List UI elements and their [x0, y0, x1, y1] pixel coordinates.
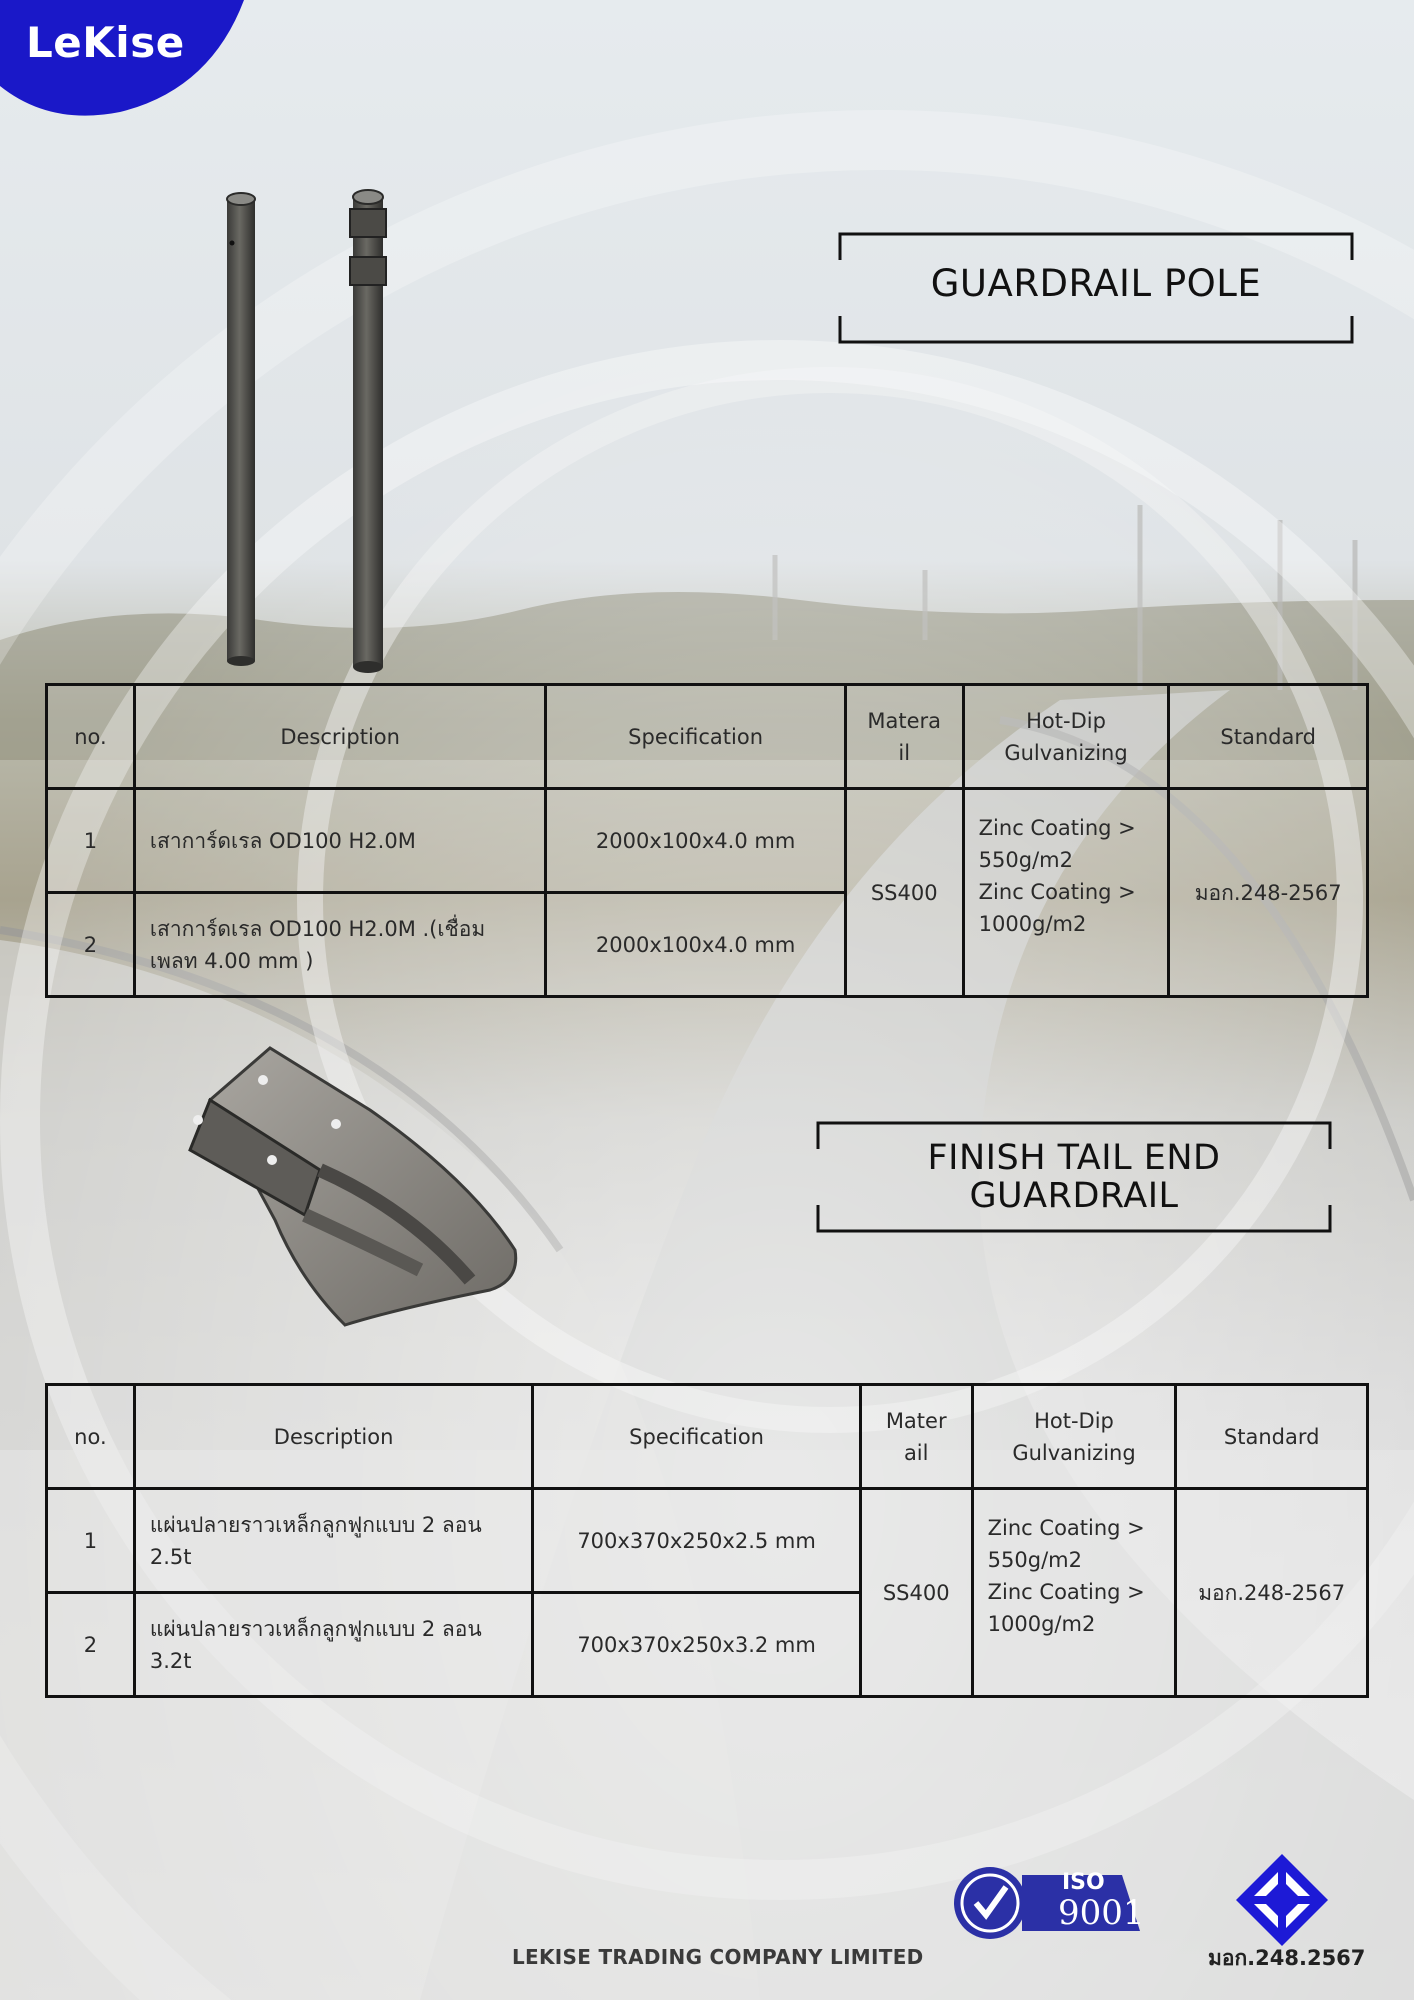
header-standard: Standard	[1169, 685, 1368, 789]
header-no: no.	[47, 1385, 135, 1489]
standard-caption: มอก.248.2567	[1208, 1946, 1366, 1970]
galvanizing-cell: Zinc Coating > 550g/m2 Zinc Coating > 1000g/m2	[963, 789, 1169, 997]
table-row	[47, 789, 1368, 893]
header-standard: Standard	[1176, 1385, 1368, 1489]
galvanizing-cell: Zinc Coating > 550g/m2 Zinc Coating > 1000g/m2	[972, 1489, 1176, 1697]
tail-end-image	[170, 1040, 530, 1340]
tail-end-title-box	[816, 1121, 1332, 1233]
row-no: 2	[47, 893, 135, 997]
row-description: แผ่นปลายราวเหล็กลูกฟูกแบบ 2 ลอน 2.5t	[134, 1489, 533, 1593]
tail-end-title: FINISH TAIL END GUARDRAIL	[927, 1138, 1221, 1216]
brand-logo: LeKise	[26, 18, 185, 67]
row-description: เสาการ์ดเรล OD100 H2.0M	[134, 789, 546, 893]
header-description: Description	[134, 1385, 533, 1489]
row-specification: 2000x100x4.0 mm	[546, 893, 845, 997]
row-no: 1	[47, 789, 135, 893]
row-specification: 700x370x250x3.2 mm	[533, 1593, 860, 1697]
tis-standard-logo-icon	[1234, 1852, 1330, 1948]
guardrail-pole-image	[215, 185, 405, 675]
row-specification: 2000x100x4.0 mm	[546, 789, 845, 893]
standard-cell: มอก.248-2567	[1176, 1489, 1368, 1697]
iso-number: 9001	[1058, 1893, 1145, 1933]
header-no: no.	[47, 685, 135, 789]
material-cell: SS400	[860, 1489, 972, 1697]
guardrail-pole-spec-table	[45, 683, 1369, 998]
material-cell: SS400	[845, 789, 963, 997]
header-specification: Specification	[533, 1385, 860, 1489]
table-row	[47, 1489, 1368, 1593]
row-no: 2	[47, 1593, 135, 1697]
company-name-footer: LEKISE TRADING COMPANY LIMITED	[512, 1945, 924, 1969]
standard-cell: มอก.248-2567	[1169, 789, 1368, 997]
header-description: Description	[134, 685, 546, 789]
header-material: Matera il	[845, 685, 963, 789]
header-galvanizing: Hot-Dip Gulvanizing	[963, 685, 1169, 789]
guardrail-pole-title-box	[838, 232, 1354, 344]
header-specification: Specification	[546, 685, 845, 789]
row-description: เสาการ์ดเรล OD100 H2.0M .(เชื่อมเพลท 4.00 mm )	[134, 893, 546, 997]
iso-label: ISO	[1062, 1870, 1105, 1895]
row-no: 1	[47, 1489, 135, 1593]
header-material: Mater ail	[860, 1385, 972, 1489]
header-galvanizing: Hot-Dip Gulvanizing	[972, 1385, 1176, 1489]
tail-end-spec-table	[45, 1383, 1369, 1698]
row-specification: 700x370x250x2.5 mm	[533, 1489, 860, 1593]
guardrail-pole-title: GUARDRAIL POLE	[930, 262, 1262, 305]
row-description: แผ่นปลายราวเหล็กลูกฟูกแบบ 2 ลอน 3.2t	[134, 1593, 533, 1697]
